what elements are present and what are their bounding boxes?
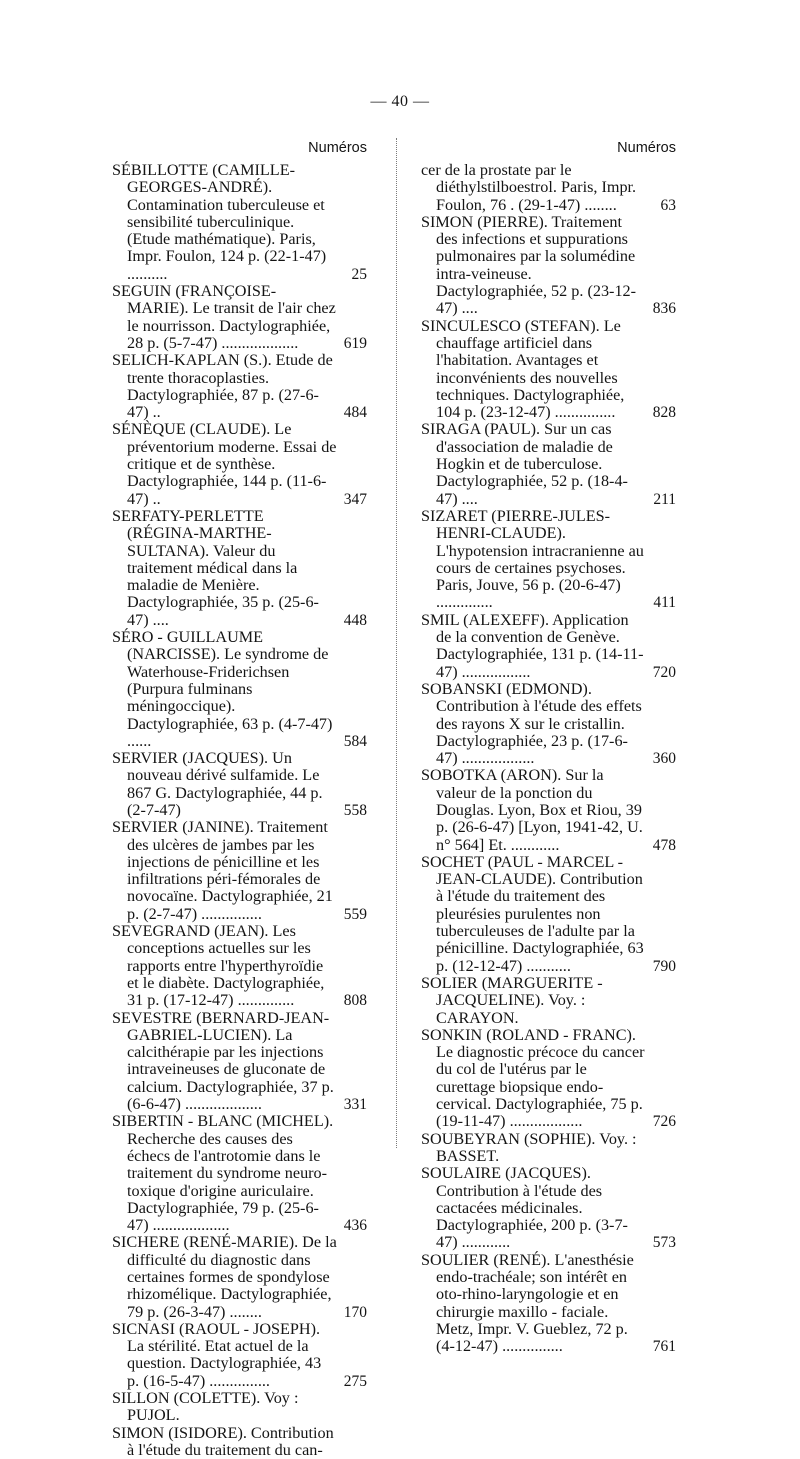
- index-entry: [421, 975, 666, 1027]
- entry-number: 211: [653, 490, 676, 508]
- index-entry: [421, 506, 676, 612]
- entry-number: 436: [343, 1217, 367, 1235]
- index-entry: [112, 351, 367, 422]
- index-entry: [112, 420, 367, 508]
- entry-number: 331: [343, 1096, 367, 1114]
- index-entry: [112, 1233, 367, 1321]
- index-entry: [421, 679, 676, 768]
- page-number: — 40 —: [370, 93, 430, 110]
- entry-text: SEVEGRAND (JEAN). Les conceptions actuelles sur les rapports entre l'hyperthyroïdie et le diabète. Dactylographiée, 31 p. (17-12-47) ..............: [112, 922, 325, 1010]
- entry-number: 170: [343, 1303, 367, 1321]
- entry-number: 360: [652, 750, 676, 768]
- entry-text: SOULIER (RENÉ). L'anesthésie endo-trachéale; son intérêt en oto-rhino-laryngologie et en chirurgie maxillo - faciale. Metz, Impr. V. Gueblez, 72 p. (4-12-47) ...............: [421, 1250, 634, 1356]
- entry-text: SOLIER (MARGUERITE - JACQUELINE). Voy. : CARAYON.: [421, 973, 603, 1027]
- right-column: [421, 140, 676, 1356]
- entry-text: SERVIER (JANINE). Traitement des ulcères de jambes par les injections de pénicilline et les infiltrations péri-fémorales de novocaïne. Dactylographiée, 21 p. (2-7-47) ...............: [112, 818, 333, 923]
- entry-text: SOULAIRE (JACQUES). Contribution à l'étude des cactacées médicinales. Dactylographiée, 200 p. (3-7-47) ............: [421, 1164, 628, 1252]
- entry-number: 619: [343, 334, 367, 352]
- entry-number: 726: [652, 1113, 676, 1131]
- index-entry: [421, 161, 676, 214]
- entry-text: SOBANSKI (EDMOND). Contribution à l'étude des effets des rayons X sur le cristallin. Dactylographiée, 23 p. (17-6-47) ..................: [421, 679, 642, 768]
- entry-text: SOCHET (PAUL - MARCEL - JEAN-CLAUDE). Contribution à l'étude du traitement des pleurésies purulentes non tuberculeuses de l'adulte par la pénicilline. Dactylographiée, 63 p. (12-12-47) ...........: [421, 852, 644, 975]
- entry-text: SELICH-KAPLAN (S.). Etude de trente thoracoplasties. Dactylographiée, 87 p. (27-6-47) ..: [112, 351, 333, 422]
- index-entry: [421, 1131, 666, 1166]
- entry-text: SERFATY-PERLETTE (RÉGINA-MARTHE-SULTANA). Valeur du traitement médical dans la maladie de Menière. Dactylographiée, 35 p. (25-6-47) ....: [112, 506, 319, 629]
- entry-number: 478: [652, 836, 676, 854]
- entry-text: SÉRO - GUILLAUME (NARCISSE). Le syndrome de Waterhouse-Friderichsen (Purpura fulminans méningoccique). Dactylographiée, 63 p. (4-7-47) ......: [112, 628, 333, 750]
- entry-text: SICHERE (RENÉ-MARIE). De la difficulté du diagnostic dans certaines formes de spondylose rhizomélique. Dactylographiée, 79 p. (26-3-47) ........: [112, 1233, 337, 1321]
- entry-text: SILLON (COLETTE). Voy : PUJOL.: [112, 1389, 299, 1425]
- entry-text: SOUBEYRAN (SOPHIE). Voy. : BASSET.: [421, 1129, 637, 1165]
- index-entry: [112, 1319, 367, 1390]
- entry-text: cer de la prostate par le diéthylstilboestrol. Paris, Impr. Foulon, 76 . (29-1-47) ........: [421, 161, 637, 214]
- entry-text: SIBERTIN - BLANC (MICHEL). Recherche des causes des échecs de l'antrotomie dans le traitement du syndrome neuro-toxique d'origine auriculaire. Dactylographiée, 79 p. (25-6-47) ...................: [112, 1112, 334, 1235]
- index-entry: [112, 506, 367, 629]
- index-entry: [112, 161, 367, 283]
- entry-text: SERVIER (JACQUES). Un nouveau dérivé sulfamide. Le 867 G. Dactylographiée, 44 p. (2-7-47): [112, 749, 323, 819]
- entry-number: 275: [343, 1372, 367, 1390]
- column-divider: [396, 138, 397, 1148]
- index-entry: [421, 852, 676, 975]
- column-header-numeros: Numéros: [308, 140, 367, 156]
- entry-text: SMIL (ALEXEFF). Application de la convention de Genève. Dactylographiée, 131 p. (14-11-47) .................: [421, 610, 644, 681]
- entry-text: SEVESTRE (BERNARD-JEAN-GABRIEL-LUCIEN). La calcithérapie par les injections intraveineuses de gluconate de calcium. Dactylographiée, 37 p. (6-6-47) ...................: [112, 1008, 334, 1114]
- entry-number: 828: [652, 404, 676, 422]
- entry-text: SIMON (ISIDORE). Contribution à l'étude du traitement du can-: [112, 1423, 334, 1459]
- index-entry: [421, 1164, 676, 1252]
- index-entry: [421, 212, 676, 318]
- index-entry: [112, 922, 367, 1010]
- index-entry: [421, 1025, 676, 1131]
- index-entry: [421, 316, 676, 422]
- entry-number: 836: [652, 300, 676, 318]
- index-entry: [112, 1425, 357, 1459]
- index-entry: [421, 1250, 676, 1356]
- entry-text: SIMON (PIERRE). Traitement des infections et suppurations pulmonaires par la solumédine intra-veineuse. Dactylographiée, 52 p. (23-12-47) ....: [421, 212, 637, 318]
- entry-number: 448: [343, 611, 367, 629]
- index-entry: [112, 282, 367, 352]
- entry-text: SEGUIN (FRANÇOISE-MARIE). Le transit de l'air chez le nourrisson. Dactylographiée, 28 p. (5-7-47) ...................: [112, 282, 336, 352]
- entry-text: SIRAGA (PAUL). Sur un cas d'association de maladie de Hogkin et de tuberculose. Dactylographiée, 52 p. (18-4-47) ....: [421, 420, 628, 508]
- index-entry: [112, 749, 367, 819]
- entry-text: SÉBILLOTTE (CAMILLE-GEORGES-ANDRÉ). Contamination tuberculeuse et sensibilité tuberculinique. (Etude mathématique). Paris, Impr. Foulon, 124 p. (22-1-47) ..........: [112, 161, 327, 283]
- index-entry: [112, 818, 367, 923]
- index-entry: [112, 1008, 367, 1114]
- column-header-numeros: Numéros: [617, 140, 676, 156]
- index-entry: [421, 610, 676, 681]
- left-entries: [112, 161, 367, 1459]
- entry-number: 558: [343, 801, 367, 819]
- index-entry: [112, 628, 367, 750]
- entry-text: SINCULESCO (STEFAN). Le chauffage artificiel dans l'habitation. Avantages et inconvénients des nouvelles techniques. Dactylographiée, 104 p. (23-12-47) ...............: [421, 316, 625, 422]
- right-entries: [421, 161, 676, 1356]
- entry-number: 559: [343, 905, 367, 923]
- entry-number: 584: [343, 732, 367, 750]
- index-entry: [421, 420, 676, 508]
- entry-number: 720: [652, 663, 676, 681]
- entry-number: 347: [343, 490, 367, 508]
- index-entry: [421, 766, 676, 854]
- entry-text: SIZARET (PIERRE-JULES-HENRI-CLAUDE). L'hypotension intracranienne au cours de certaines psychoses. Paris, Jouve, 56 p. (20-6-47) ..............: [421, 506, 644, 612]
- index-entry: [112, 1112, 367, 1235]
- left-column: [112, 140, 367, 1459]
- entry-number: 761: [652, 1338, 676, 1356]
- entry-number: 808: [343, 992, 367, 1010]
- entry-number: 25: [351, 265, 367, 283]
- index-entry: [112, 1390, 357, 1425]
- entry-number: 573: [652, 1234, 676, 1252]
- entry-text: SONKIN (ROLAND - FRANC). Le diagnostic précoce du cancer du col de l'utérus par le curettage biopsique endo-cervical. Dactylographiée, 75 p. (19-11-47) ..................: [421, 1025, 645, 1131]
- entry-number: 790: [652, 957, 676, 975]
- entry-number: 63: [660, 196, 676, 214]
- entry-number: 484: [343, 404, 367, 422]
- entry-text: SICNASI (RAOUL - JOSEPH). La stérilité. Etat actuel de la question. Dactylographiée, 43 p. (16-5-47) ...............: [112, 1319, 322, 1390]
- entry-text: SOBOTKA (ARON). Sur la valeur de la ponction du Douglas. Lyon, Box et Riou, 39 p. (26-6-47) [Lyon, 1941-42, U. n° 564] Et. ............: [421, 766, 643, 854]
- entry-text: SÉNÈQUE (CLAUDE). Le préventorium moderne. Essai de critique et de synthèse. Dactylographiée, 144 p. (11-6-47) ..: [112, 420, 337, 508]
- entry-number: 411: [653, 594, 676, 612]
